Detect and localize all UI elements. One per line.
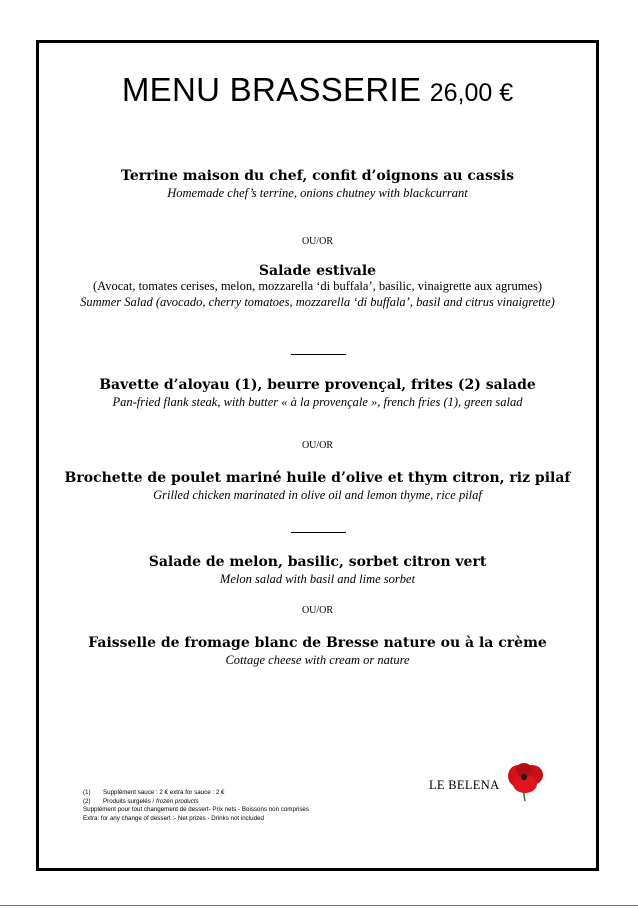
starter-2-name: Salade estivale (258, 263, 377, 279)
footnote-1-number: (1) (83, 789, 91, 796)
menu-title (39, 71, 596, 109)
or-divider-1: OU/OR (301, 236, 334, 247)
course-separator-1 (291, 354, 346, 355)
dessert-2-english: Cottage cheese with cream or nature (225, 653, 410, 667)
poppy-flower-icon (505, 761, 545, 803)
dessert-1-english: Melon salad with basil and lime sorbet (219, 572, 416, 586)
course-separator-2 (291, 532, 346, 533)
main-2-english: Grilled chicken marinated in olive oil and lemon thyme, rice pilaf (153, 488, 482, 502)
footnote-2-text-fr: Produits surgelés / (103, 797, 155, 805)
dessert-2-name: Faisselle de fromage blanc de Bresse nature ou à la crème (88, 635, 547, 651)
footnotes (83, 789, 383, 823)
menu-price: 26,00 € (429, 79, 514, 107)
or-divider-2: OU/OR (301, 440, 334, 451)
page-bottom-rule (0, 905, 638, 906)
menu-page (36, 40, 599, 871)
starter-1-name: Terrine maison du chef, confit d’oignons au cassis (121, 168, 514, 184)
main-2-name: Brochette de poulet mariné huile d’olive et thym citron, riz pilaf (64, 470, 571, 486)
footnote-4: Extra: for any change of dessert :- Net prizes - Drinks not included (83, 814, 264, 822)
footnote-1 (83, 789, 383, 798)
footnote-2-number: (2) (83, 797, 91, 805)
starter-2-french-detail: (Avocat, tomates cerises, melon, mozzarella ‘di buffala’, basilic, vinaigrette aux agrumes) (92, 279, 542, 293)
footnote-1-text: Supplément sauce : 2 € extra for sauce : 2 € (103, 789, 225, 796)
footnote-2-text-en: frozen products (155, 797, 199, 805)
dessert-1-name: Salade de melon, basilic, sorbet citron vert (148, 554, 487, 570)
footnote-3: Supplément pour tout changement de dessert- Prix nets - Boissons non comprises (83, 806, 309, 814)
menu-title-text: MENU BRASSERIE (121, 71, 422, 108)
or-divider-3: OU/OR (301, 605, 334, 616)
footnote-2 (83, 798, 383, 807)
starter-1-english: Homemade chef’s terrine, onions chutney with blackcurrant (167, 186, 468, 200)
restaurant-name: LE BELENA (429, 778, 500, 792)
starter-2-english: Summer Salad (avocado, cherry tomatoes, mozzarella ‘di buffala’, basil and citrus vinaigrette) (80, 295, 555, 309)
main-1-english: Pan-fried flank steak, with butter « à la provençale », french fries (1), green salad (112, 395, 523, 409)
main-1-name: Bavette d’aloyau (1), beurre provençal, frites (2) salade (99, 377, 536, 393)
